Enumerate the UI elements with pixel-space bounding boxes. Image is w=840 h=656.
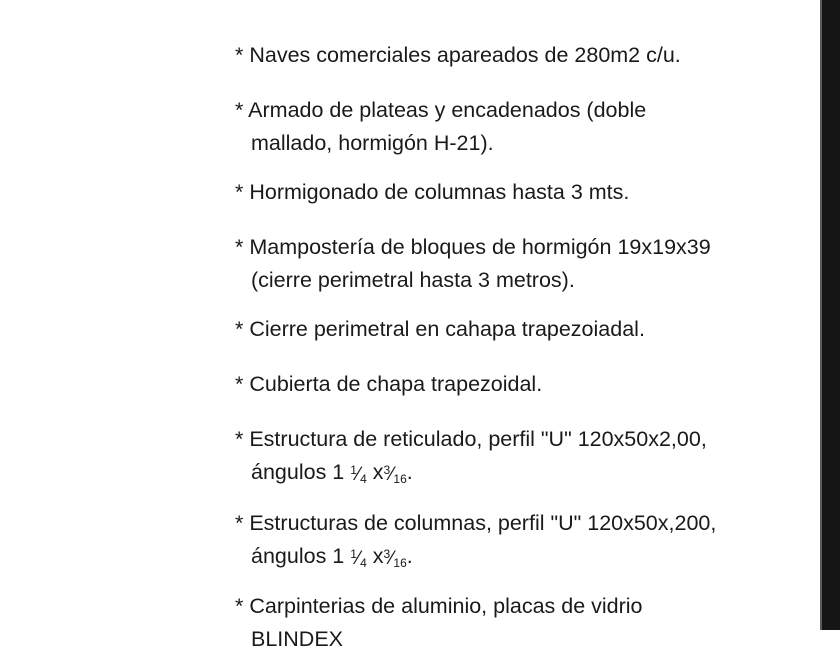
item-text-continued: BLINDEX [251, 627, 344, 651]
item-text: * Naves comerciales apareados de 280m2 c/u. [235, 43, 681, 67]
list-item [235, 368, 542, 401]
fraction-one-quarter: $^1⁄_4$ [350, 463, 367, 486]
list-item [235, 176, 629, 209]
item-text: * Estructuras de columnas, perfil "U" 120x50x,200, [235, 511, 717, 535]
list-item [235, 423, 707, 492]
fraction-three-sixteenths: $^3⁄_{16}$ [383, 547, 407, 570]
fraction-three-sixteenths: $^3⁄_{16}$ [383, 463, 407, 486]
angle-suffix: . [406, 544, 413, 568]
angle-prefix: ángulos 1 [251, 544, 351, 568]
item-text: * Hormigonado de columnas hasta 3 mts. [235, 180, 630, 204]
list-item [235, 94, 646, 160]
fraction-one-quarter: $^1⁄_4$ [350, 547, 367, 570]
angle-line [235, 540, 716, 576]
angle-mid: x [366, 544, 384, 568]
page-edge-shadow [822, 0, 840, 630]
item-text-continued: mallado, hormigón H-21). [251, 131, 494, 155]
item-text: * Estructura de reticulado, perfil "U" 120x50x2,00, [235, 427, 707, 451]
list-item [235, 507, 716, 576]
list-item [235, 313, 645, 346]
item-text-continued: (cierre perimetral hasta 3 metros). [251, 268, 575, 292]
list-item [235, 39, 681, 72]
item-text: * Armado de plateas y encadenados (doble [235, 98, 647, 122]
list-item [235, 590, 643, 651]
item-text: * Mampostería de bloques de hormigón 19x19x39 [235, 235, 711, 259]
item-text: * Cierre perimetral en cahapa trapezoiadal. [235, 317, 645, 341]
item-text: * Carpinterias de aluminio, placas de vidrio [235, 594, 643, 618]
angle-prefix: ángulos 1 [251, 460, 351, 484]
angle-mid: x [366, 460, 384, 484]
angle-line [235, 456, 707, 492]
angle-suffix: . [406, 460, 413, 484]
item-text: * Cubierta de chapa trapezoidal. [235, 372, 543, 396]
list-item [235, 231, 711, 297]
